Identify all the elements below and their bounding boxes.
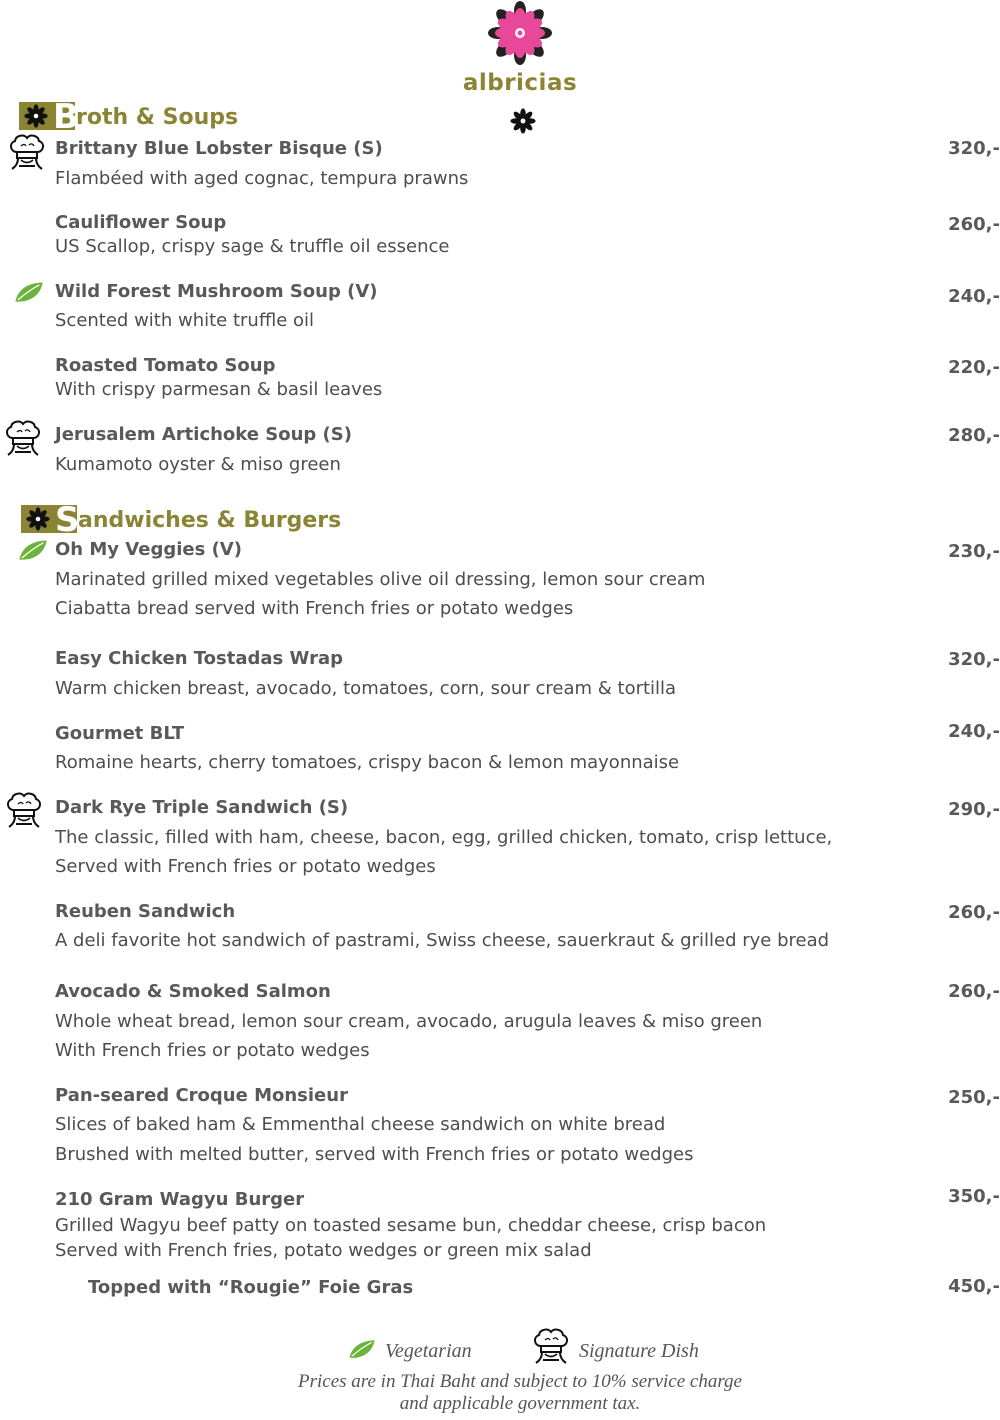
chef-hat-icon [6,132,48,172]
flower-icon [21,505,55,533]
section-title: roth & Soups [76,105,239,130]
addon-price: 450,- [948,1276,1000,1297]
menu-item-name: 210 Gram Wagyu Burger [55,1189,305,1210]
menu-item-name: Brittany Blue Lobster Bisque (S) [55,138,383,159]
section-header-sandwiches-burgers [21,499,342,540]
menu-item-description: Brushed with melted butter, served with French fries or potato wedges [55,1144,694,1165]
flower-icon [19,102,53,130]
menu-item-name: Wild Forest Mushroom Soup (V) [55,281,378,302]
menu-item-description: Served with French fries or potato wedges [55,856,436,877]
menu-item-description: With French fries or potato wedges [55,1040,370,1061]
menu-item-price: 290,- [948,799,1000,820]
menu-item-description: US Scallop, crispy sage & truffle oil essence [55,236,450,257]
menu-item-price: 260,- [948,214,1000,235]
leaf-icon [17,538,49,562]
menu-item-description: The classic, filled with ham, cheese, bacon, egg, grilled chicken, tomato, crisp lettuce, [55,827,833,848]
menu-item-description: A deli favorite hot sandwich of pastrami, Swiss cheese, sauerkraut & grilled rye bread [55,930,830,951]
section-header-broth-soups [19,96,239,137]
menu-item-description: Ciabatta bread served with French fries or potato wedges [55,598,574,619]
section-initial: B [53,97,79,137]
menu-item-description: Romaine hearts, cherry tomatoes, crispy bacon & lemon mayonnaise [55,752,680,773]
menu-item-price: 220,- [948,357,1000,378]
section-initial: S [55,500,80,540]
menu-item-price: 250,- [948,1087,1000,1108]
price-note-line-2: and applicable government tax. [399,1393,641,1414]
menu-item-description: Scented with white truffle oil [55,310,315,331]
menu-item-name: Easy Chicken Tostadas Wrap [55,648,343,669]
menu-item-price: 320,- [948,649,1000,670]
menu-item-name: Avocado & Smoked Salmon [55,981,331,1002]
menu-item-description: Marinated grilled mixed vegetables olive oil dressing, lemon sour cream [55,569,706,590]
menu-item-price: 320,- [948,138,1000,159]
menu-item-name: Pan-seared Croque Monsieur [55,1085,348,1106]
menu-item-price: 230,- [948,541,1000,562]
menu-item-description: Flambéed with aged cognac, tempura prawns [55,168,469,189]
chef-hat-icon [530,1326,572,1366]
menu-item-description: Warm chicken breast, avocado, tomatoes, corn, sour cream & tortilla [55,678,677,699]
menu-item-name: Roasted Tomato Soup [55,355,276,376]
leaf-icon [13,280,45,304]
menu-item-price: 260,- [948,902,1000,923]
menu-item-description: Whole wheat bread, lemon sour cream, avocado, arugula leaves & miso green [55,1011,763,1032]
menu-item-price: 240,- [948,721,1000,742]
menu-item-name: Gourmet BLT [55,723,185,744]
menu-item-price: 260,- [948,981,1000,1002]
section-title: andwiches & Burgers [78,508,342,533]
legend-signature: Signature Dish [579,1340,699,1362]
menu-item-name: Dark Rye Triple Sandwich (S) [55,797,349,818]
addon-name: Topped with “Rougie” Foie Gras [88,1277,414,1298]
chef-hat-icon [2,418,44,458]
brand-name: albricias [462,70,578,96]
menu-item-description: With crispy parmesan & basil leaves [55,379,383,400]
menu-item-price: 350,- [948,1186,1000,1207]
price-note-line-1: Prices are in Thai Baht and subject to 10% service charge [298,1371,742,1392]
menu-item-name: Reuben Sandwich [55,901,236,922]
menu-item-description: Slices of baked ham & Emmenthal cheese sandwich on white bread [55,1114,666,1135]
menu-item-description: Grilled Wagyu beef patty on toasted sesame bun, cheddar cheese, crisp bacon [55,1215,767,1236]
menu-item-name: Jerusalem Artichoke Soup (S) [55,424,352,445]
logo-flower-icon [486,0,554,68]
menu-item-name: Oh My Veggies (V) [55,539,242,560]
menu-item-description: Kumamoto oyster & miso green [55,454,341,475]
ornament-flower-icon [509,107,537,135]
menu-item-name: Cauliflower Soup [55,212,227,233]
menu-item-description: Served with French fries, potato wedges or green mix salad [55,1240,592,1261]
legend-vegetarian: Vegetarian [385,1340,472,1362]
menu-item-price: 240,- [948,286,1000,307]
leaf-icon [347,1338,377,1360]
chef-hat-icon [3,790,45,830]
menu-item-price: 280,- [948,425,1000,446]
